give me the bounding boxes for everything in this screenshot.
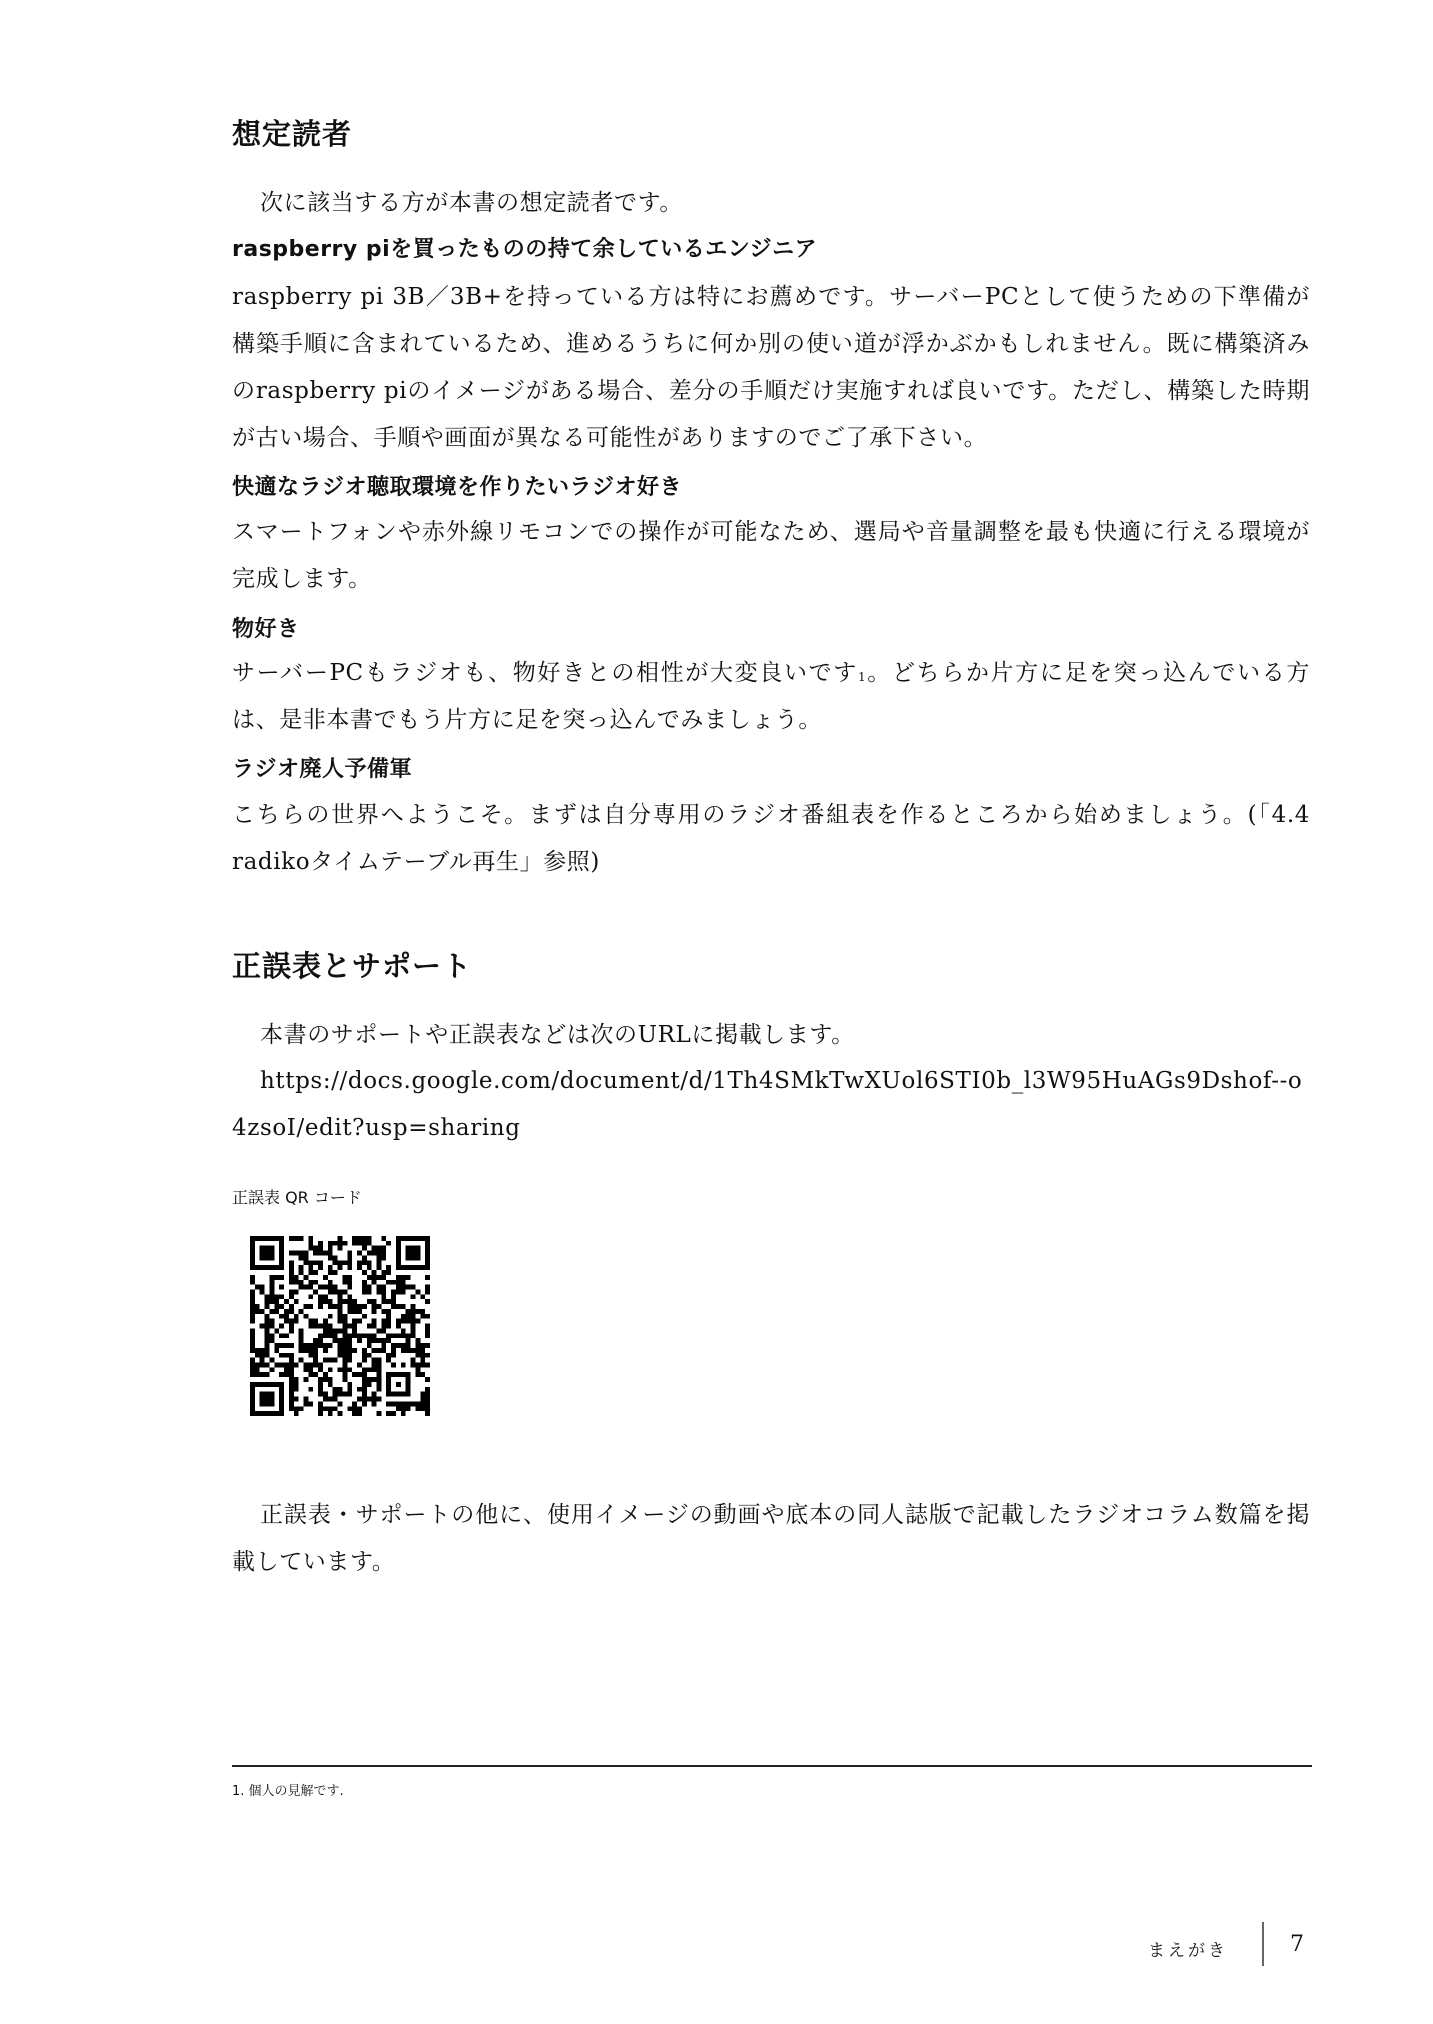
errata-closing: 正誤表・サポートの他に、使用イメージの動画や底本の同人誌版で記載したラジオコラム数篇を掲載しています。 — [232, 1502, 1310, 1575]
footnote-reference[interactable]: 1 — [857, 670, 867, 684]
reader-type-body-enthusiast: サーバーPCもラジオも、物好きとの相性が大変良いです$^1$。どちらか片方に足を突っ込んでいる方は、是非本書でもう片方に足を突っ込んでみましょう。 — [232, 660, 1310, 733]
reader-type-title-enthusiast: 物好き — [232, 617, 300, 642]
reader-type-title-radio-addict: ラジオ廃人予備軍 — [232, 757, 413, 782]
errata-intro: 本書のサポートや正誤表などは次のURLに掲載します。 — [260, 1022, 855, 1048]
footer-chapter-label: まえがき — [1148, 1941, 1228, 1961]
qr-code-image[interactable] — [250, 1236, 430, 1416]
reader-type-body-radio-addict: こちらの世界へようこそ。まずは自分専用のラジオ番組表を作るところから始めましょう。(「4.4 radikoタイムテーブル再生」参照) — [232, 802, 1310, 875]
section-heading-errata-support: 正誤表とサポート — [232, 949, 473, 983]
errata-url-link[interactable]: https://docs.google.com/document/d/1Th4SMkTwXUol6STI0b_l3W95HuAGs9Dshof--o4zsoI/edit?usp=sharing — [232, 1068, 1303, 1141]
target-readers-intro: 次に該当する方が本書の想定読者です。 — [260, 190, 683, 216]
qr-caption: 正誤表 QR コード — [232, 1188, 362, 1207]
section-heading-target-readers: 想定読者 — [232, 117, 353, 151]
footnote-text: 1. 個人の見解です. — [232, 1784, 344, 1799]
reader-type-body-engineer: raspberry pi 3B／3B+を持っている方は特にお薦めです。サーバーPCとして使うための下準備が構築手順に含まれているため、進めるうちに何か別の使い道が浮かぶかもしれません。既に構築済みのraspberry piのイメージがある場合、差分の手順だけ実施すれば良いです。ただし、構築した時期が古い場合、手順や画面が異なる可能性がありますのでご了承下さい。 — [232, 284, 1310, 451]
reader-type-title-engineer: raspberry piを買ったものの持て余しているエンジニア — [232, 237, 818, 262]
footnote-divider — [232, 1765, 1312, 1767]
reader-type-title-radio-fan: 快適なラジオ聴取環境を作りたいラジオ好き — [232, 475, 683, 500]
page-number: 7 — [1290, 1932, 1304, 1957]
footer-separator — [1262, 1922, 1264, 1966]
reader-type-body-radio-fan: スマートフォンや赤外線リモコンでの操作が可能なため、選局や音量調整を最も快適に行える環境が完成します。 — [232, 519, 1310, 592]
